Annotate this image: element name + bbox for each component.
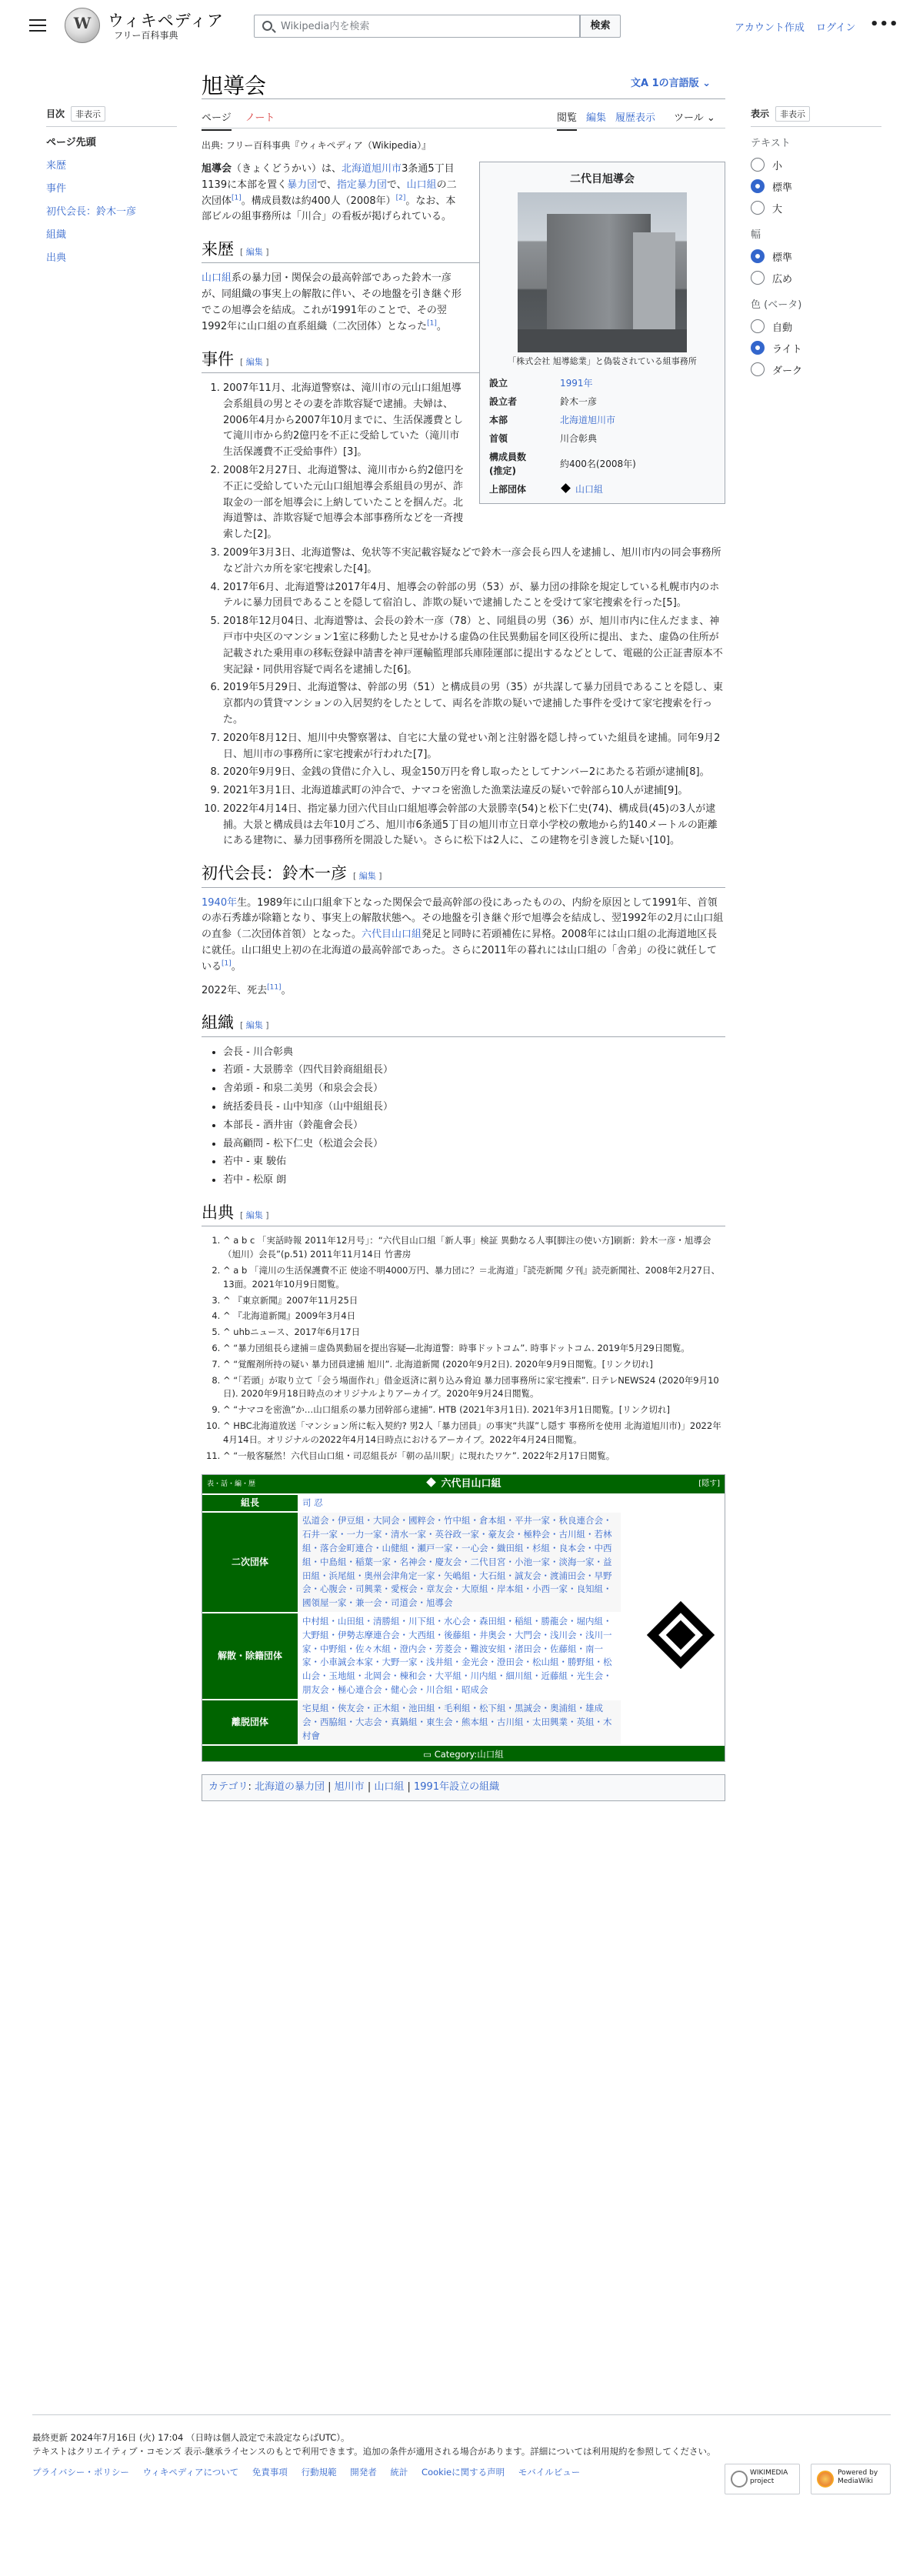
search-input[interactable] <box>281 18 573 34</box>
category-link[interactable]: 1991年設立の組織 <box>414 1781 500 1794</box>
infobox-row <box>489 448 715 480</box>
search-icon <box>262 21 272 31</box>
footer-link-cookie[interactable]: Cookieに関する声明 <box>422 2466 505 2478</box>
radio-label: 標準 <box>772 252 793 264</box>
citation-link[interactable]: [1] <box>232 194 242 202</box>
list-item: • 会長 - 川合彰典 <box>223 1045 725 1061</box>
founder-text: 。 <box>231 960 242 973</box>
radio-label: ダーク <box>772 365 803 377</box>
list-item: • 若中 - 東 駿佑 <box>223 1154 725 1170</box>
view-tabs <box>548 109 715 135</box>
radio-label: 自動 <box>772 322 793 334</box>
category-link[interactable]: 北海道の暴力団 <box>255 1781 325 1794</box>
toc-item-history[interactable]: 来歴 <box>46 160 67 172</box>
radio-dot <box>751 179 765 193</box>
login-link[interactable]: ログイン <box>816 22 856 34</box>
mediawiki-badge[interactable] <box>811 2464 891 2494</box>
color-auto-radio[interactable] <box>751 315 881 337</box>
infobox-row <box>489 480 715 499</box>
radio-label: 大 <box>772 203 783 215</box>
founder-death <box>202 983 725 999</box>
navbox-group: 二次団体 <box>202 1513 298 1612</box>
list-item: 3. 2009年3月3日、北海道警は、免状等不実記載容疑などで鈴木一彦会長ら四人を逮捕し、旭川市内の同会事務所など計六カ所を家宅捜索した[4]。 <box>223 546 725 578</box>
width-wide-radio[interactable] <box>751 267 881 289</box>
tab-talk[interactable]: ノート <box>245 112 275 124</box>
navbox-list[interactable]: 司 忍 <box>298 1495 621 1512</box>
link-hokkaido[interactable]: 北海道 <box>342 163 372 175</box>
list-item: 5. 2018年12月04日、北海道警は、会長の鈴木一彦（78）と、同組員の男（36）が、旭川市内に住んだまま、神戸市中央区のマンション1室に移動したと見せかける虚偽の住民異動届を同区役所に提出、また、虚偽の住所が記載された乗用車の移転登録申請書を神戸運輸監理部兵庫陸運部に提出するなどとして、電磁的公正証書原本不実記録・同供用容疑で両名を逮捕した[6]。 <box>223 614 725 678</box>
mediawiki-icon <box>817 2471 834 2488</box>
list-item: 10. 2022年4月14日、指定暴力団六代目山口組旭導会幹部の大景勝幸(54)と松下仁史(74)、構成員(45)の3人が逮捕。大景と構成員は去年10月ごろ、旭川市6条通5丁目の旭川市立日章小学校の敷地から約140メートルの距離にある建物に、暴力団事務所を開設した疑い。さらに松下は2人に、この建物を引き渡した疑い[10]。 <box>223 802 725 849</box>
text-size-standard-radio[interactable] <box>751 175 881 197</box>
language-button[interactable] <box>631 75 711 89</box>
toc-item-organization[interactable]: 組織 <box>46 229 67 241</box>
reference-item: 9. ^ “ナマコを密漁”か…山口組系の暴力団幹部ら逮捕”. HTB (2021年3月1日). 2021年3月1日閲覧。[リンク切れ] <box>223 1403 725 1417</box>
building-photo[interactable] <box>518 192 687 352</box>
list-item: 4. 2017年6月、北海道警は2017年4月、旭導会の幹部の男（53）が、暴力団の排除を規定している札幌市内のホテルに暴力団員であることを隠して宿泊し、詐欺の疑いで逮捕したことを受けて家宅捜索を行った[5]。 <box>223 580 725 612</box>
intro-text: 。構成員数は約400人（2008年） <box>241 195 396 207</box>
toc-title: 目次 <box>46 108 65 119</box>
appearance-hide-button[interactable]: 非表示 <box>775 106 810 122</box>
infobox-label: 設立 <box>489 377 508 389</box>
appearance-divider <box>751 126 881 127</box>
search-button[interactable]: 検索 <box>580 15 621 38</box>
section-title: 組織 <box>202 1013 234 1033</box>
navbox-vte-links[interactable]: 表・話・編・歴 <box>207 1480 256 1488</box>
section-title: 初代会長：鈴木一彦 <box>202 864 347 883</box>
reference-item: 4. ^ 『北海道新聞』2009年3月4日 <box>223 1310 725 1323</box>
chevron-down-icon: ⌄ <box>698 78 711 89</box>
article-content <box>202 162 725 1801</box>
radio-label: 広め <box>772 273 793 285</box>
list-item: 9. 2021年3月1日、北海道雄武町の沖合で、ナマコを密漁した漁業法違反の疑いで幹部ら10人が逮捕[9]。 <box>223 783 725 799</box>
wikimedia-badge[interactable] <box>725 2464 800 2494</box>
founder-paragraph <box>202 896 725 976</box>
category-links: カテゴリ: 北海道の暴力団 | 旭川市 | 山口組 | 1991年設立の組織 <box>202 1774 725 1801</box>
list-item: • 最高顧問 - 松下仁史（松道会会長） <box>223 1136 725 1153</box>
reference-item: 3. ^ 『東京新聞』2007年11月25日 <box>223 1294 725 1308</box>
yamaguchi-emblem-icon <box>560 486 572 493</box>
founder-text: 発足と同時に若頭補佐に昇格。2008年には山口組の北海道地区長に就任。山口組史上初の在北海道の最高幹部であった。さらに2011年の暮れには山口組の「舎弟」の役に就任している <box>202 929 718 973</box>
list-item: 7. 2020年8月12日、旭川中央警察署は、自宅に大量の覚せい剤と注射器を隠し持っていた組員を逮捕。同年9月2日、旭川市の事務所に家宅捜索が行われた[7]。 <box>223 731 725 763</box>
infobox <box>479 162 725 504</box>
infobox-row <box>489 392 715 411</box>
footer-divider <box>32 2414 891 2415</box>
radio-label: ライト <box>772 343 802 355</box>
navbox-group: 離脱団体 <box>202 1700 298 1744</box>
toc-item-founder[interactable]: 初代会長：鈴木一彦 <box>46 206 137 218</box>
last-edited: 最終更新 2024年7月16日 (火) 17:04 （日時は個人設定で未設定ならばUTC）。 <box>32 2432 350 2443</box>
section-heading-organization <box>202 1013 725 1036</box>
navbox-title[interactable]: 六代目山口組 <box>441 1477 501 1490</box>
section-title: 事件 <box>202 349 234 369</box>
infobox-caption: 「株式会社 旭導総業」と偽装されている組事務所 <box>508 356 697 366</box>
navbox-row <box>202 1699 725 1744</box>
list-item: 6. 2019年5月29日、北海道警は、幹部の男（51）と構成員の男（35）が共謀して暴力団員であることを隠し、東京都内の賃貸マンションの入居契約をしたとして、両名を詐欺の疑いで逮捕した事件を受けて家宅捜索を行った。 <box>223 680 725 728</box>
radio-dot <box>751 362 765 376</box>
reference-item: 10. ^ HBC北海道放送「マンション所に転入契約? 男2人「暴力団員」の事実“共謀”し隠す 事務所を使用 北海道旭川市)」2022年4月14日。オリジナルの2022年4月14日時点におけるアーカイブ。2022年4月24日閲覧。 <box>223 1420 725 1447</box>
link-rokudaime[interactable]: 六代目山口組 <box>362 929 422 941</box>
toc-item-top[interactable]: ページ先頭 <box>46 137 96 148</box>
citation-link[interactable]: [1] <box>427 319 437 328</box>
intro-term: 旭導会 <box>202 163 232 175</box>
citation-link[interactable]: [2] <box>395 194 406 202</box>
wikipedia-logo[interactable]: W <box>65 8 100 43</box>
badge-text: Powered by MediaWiki <box>838 2469 878 2485</box>
navbox-group: 組長 <box>202 1495 298 1512</box>
section-heading-founder <box>202 863 725 887</box>
infobox-label: 上部団体 <box>489 483 527 495</box>
reference-item: 5. ^ uhbニュース、2017年6月17日 <box>223 1326 725 1340</box>
appearance-header <box>751 106 881 122</box>
toc-item-incidents[interactable]: 事件 <box>46 183 67 195</box>
section-edit: [ 編集 ] <box>353 871 382 882</box>
radio-dot <box>751 249 765 263</box>
radio-dot <box>751 201 765 215</box>
text-size-label: テキスト <box>751 138 791 149</box>
radio-dot <box>751 341 765 355</box>
navbox-row <box>202 1493 725 1512</box>
list-item: • 舎弟頭 - 和泉二美男（和泉会会長） <box>223 1081 725 1097</box>
footer-link-disclaimer[interactable]: 免責事項 <box>252 2466 288 2478</box>
wikimedia-icon <box>731 2471 748 2488</box>
site-header <box>0 0 923 52</box>
table-of-contents <box>46 106 177 273</box>
appearance-panel <box>751 106 881 380</box>
page-title: 旭導会 <box>202 73 267 98</box>
section-edit: [ 編集 ] <box>240 1210 269 1221</box>
navbox-footer <box>202 1744 725 1761</box>
organization-list <box>223 1045 725 1189</box>
infobox-value: 鈴木一彦 <box>560 395 598 407</box>
navbox-list[interactable]: 宅見組・俠友会・正木組・池田組・毛利組・松下組・黒誠会・奥浦組・雄成会・西脇組・大志会・真鍋組・東生会・熊本組・古川組・太田興業・英組・木村會 <box>298 1700 621 1744</box>
site-tagline: フリー百科事典 <box>114 30 178 41</box>
infobox-value-link[interactable]: 山口組 <box>575 483 604 495</box>
infobox-title: 二代目旭導会 <box>570 173 635 185</box>
more-menu-icon[interactable]: ••• <box>870 16 899 32</box>
reference-item: 7. ^ “覚醒剤所持の疑い 暴力団員逮捕 旭川”. 北海道新聞 (2020年9月2日). 2020年9月9日閲覧。[リンク切れ] <box>223 1358 725 1372</box>
radio-dot <box>751 158 765 172</box>
death-text-end: 。 <box>281 984 292 996</box>
radio-label: 小 <box>772 160 783 172</box>
list-item: 8. 2020年9月9日、金銭の貸借に介入し、現金150万円を脅し取ったとしてナンバー2にあたる若頭が逮捕[8]。 <box>223 765 725 781</box>
link-yamaguchi-gumi[interactable]: 山口組 <box>406 179 437 191</box>
badge-text: WIKIMEDIA project <box>750 2469 788 2485</box>
infobox-value: 約400名(2008年) <box>560 458 636 469</box>
infobox-label: 構成員数 (推定) <box>489 451 527 476</box>
infobox-label: 設立者 <box>489 395 518 407</box>
width-standard-radio[interactable] <box>751 245 881 267</box>
intro-text: 。なお、本部ビルの組事務所は「川合」の看板が掲げられている。 <box>202 195 456 223</box>
tab-page[interactable]: ページ <box>202 109 232 131</box>
intro-text: の二次団体 <box>202 179 457 207</box>
category-label[interactable]: カテゴリ <box>208 1781 248 1794</box>
history-text: 系の暴力団・関保会の最高幹部であった鈴木一彦が、同組織の事実上の解散に伴い、その地盤を引き継ぐ形でこの旭導会を結成。これが1991年のことで、その翌1992年に山口組の直系組織（二次団体）となった <box>202 272 462 332</box>
link-yamaguchi-gumi[interactable]: 山口組 <box>202 272 232 285</box>
reference-item: 8. ^ “「若頭」が取り立て「会う場面作れ」借金返済に割り込み脅迫 暴力団事務所に家宅捜索”. 日テレNEWS24 (2020年9月10日). 2020年9月18日時点のオリジナルよりアーカイブ。2020年9月24日閲覧。 <box>223 1374 725 1402</box>
section-edit-link[interactable]: 編集 <box>245 1210 263 1221</box>
link-1940[interactable]: 1940年 <box>202 896 238 909</box>
section-heading-sources <box>202 1203 725 1226</box>
section-edit-link[interactable]: 編集 <box>245 247 263 258</box>
width-label: 幅 <box>751 229 761 241</box>
navbox-row <box>202 1511 725 1612</box>
tab-edit[interactable]: 編集 <box>586 112 607 124</box>
navbox-hide-label: 隠す <box>701 1479 718 1488</box>
license-text: テキストはクリエイティブ・コモンズ 表示-継承ライセンスのもとで利用できます。追加の条件が適用される場合があります。詳細については利用規約を参照してください。 <box>32 2446 716 2458</box>
color-dark-radio[interactable] <box>751 359 881 380</box>
references-list <box>223 1234 725 1463</box>
search-box <box>254 15 580 38</box>
history-text: 。 <box>436 320 447 332</box>
reference-item: 2. ^ a b 「滝川の生活保護費不正 使途不明4000万円、暴力団に？＝北海道」『読売新聞 夕刊』読売新聞社、2008年2月27日、13面。2021年10月9日閲覧。 <box>223 1264 725 1292</box>
infobox-table <box>489 374 715 499</box>
create-account-link[interactable]: アカウント作成 <box>735 22 805 34</box>
footer-link-mobile[interactable]: モバイルビュー <box>518 2466 581 2478</box>
list-item: • 本部長 - 酒井宙（鈴龍會会長） <box>223 1118 725 1134</box>
text-size-large-radio[interactable] <box>751 197 881 219</box>
section-title: 出典 <box>202 1203 234 1223</box>
folder-icon: ▭ <box>423 1749 435 1760</box>
list-item: • 若中 - 松原 朗 <box>223 1173 725 1189</box>
link-boryokudan[interactable]: 暴力団 <box>287 179 318 191</box>
navbox-group: 解散・除籍団体 <box>202 1613 298 1699</box>
citation-link[interactable]: [11] <box>267 983 282 992</box>
category-link[interactable]: 旭川市 <box>334 1781 365 1794</box>
tab-history[interactable]: 履歴表示 <box>615 112 656 124</box>
radio-dot <box>751 271 765 285</box>
site-sub: 出典: フリー百科事典『ウィキペディア（Wikipedia）』 <box>202 140 432 151</box>
appearance-title: 表示 <box>751 108 770 119</box>
list-item: 2. 2008年2月27日、北海道警は、滝川市から約2億円を不正に受給していた元山口組旭導会系組員の男が、詐取金の一部を旭導会に上納していたことを掴んだ。北海道警は、詐欺容疑で旭導会本部事務所などを一斉捜索した[2]。 <box>223 463 725 543</box>
tab-read[interactable]: 閲覧 <box>557 109 577 131</box>
yamaguchi-large-emblem <box>644 1598 718 1672</box>
intro-text: 3条通5丁目1139に本部を置く <box>202 163 455 191</box>
intro-text: で、 <box>386 179 407 191</box>
navbox <box>202 1474 725 1763</box>
radio-label: 標準 <box>772 182 793 194</box>
radio-dot <box>751 319 765 333</box>
text-size-small-radio[interactable] <box>751 154 881 175</box>
translate-icon: 文A <box>631 78 652 89</box>
footer-link-privacy[interactable]: プライバシー・ポリシー <box>32 2466 129 2478</box>
reference-item: 6. ^ “暴力団組長ら逮捕＝虚偽異動届を提出容疑―北海道警：時事ドットコム”. 時事ドットコム. 2019年5月29日閲覧。 <box>223 1342 725 1356</box>
section-edit-link[interactable]: 編集 <box>245 356 263 367</box>
footer-link-about[interactable]: ウィキペディアについて <box>142 2466 239 2478</box>
yamaguchi-emblem-icon <box>425 1480 438 1487</box>
tab-tools[interactable]: ツール ⌄ <box>665 109 715 135</box>
footer-link-conduct[interactable]: 行動規範 <box>301 2466 337 2478</box>
category-link[interactable]: 山口組 <box>374 1781 405 1794</box>
page-footer <box>32 2414 891 2485</box>
reference-item: 11. ^ “一般客騒然！六代目山口組・司忍組長が「朝の品川駅」に現れたワケ”. 2022年2月17日閲覧。 <box>223 1450 725 1463</box>
reference-item: 1. ^ a b c 「実話時報 2011年12月号」：“六代目山口組「新人事」検証 異動なる人事[脚注の使い方]刷新：鈴木一彦・旭導会（旭川）会長”(p.51) 2011年11月14日 竹書房 <box>223 1234 725 1262</box>
color-light-radio[interactable] <box>751 337 881 359</box>
toc-hide-button[interactable]: 非表示 <box>71 106 105 122</box>
section-edit: [ 編集 ] <box>240 356 269 367</box>
infobox-row <box>489 411 715 429</box>
footer-link-stats[interactable]: 統計 <box>390 2466 408 2478</box>
death-text: 2022年、死去 <box>202 984 268 996</box>
section-edit-link[interactable]: 編集 <box>245 1020 263 1031</box>
main-menu-button[interactable] <box>29 17 46 31</box>
color-label: 色 (ベータ) <box>751 299 802 311</box>
navbox-header <box>202 1475 725 1493</box>
toc-header <box>46 106 177 122</box>
citation-link[interactable]: [1] <box>222 959 232 968</box>
list-item: • 統括委員長 - 山中知彦（山中組組長） <box>223 1099 725 1116</box>
infobox-value: 川合彰典 <box>560 432 598 444</box>
link-shitei-boryokudan[interactable]: 指定暴力団 <box>336 179 387 191</box>
infobox-row <box>489 374 715 392</box>
infobox-label: 首領 <box>489 432 508 444</box>
intro-text: （きょくどうかい）は、 <box>232 163 342 175</box>
toc-item-sources[interactable]: 出典 <box>46 252 67 264</box>
tab-tools-label: ツール <box>674 112 704 124</box>
section-edit: [ 編集 ] <box>240 1020 269 1031</box>
navbox-list[interactable]: 中村組・山田組・清勝組・川下組・水心会・森田組・稲組・勝龍会・堀内組・大野組・伊勢志摩連合会・大西組・後藤組・井奥会・大門会・浅川会・浅川一家・中野組・佐々木組・澄内会・芳菱会・難波安組・渚田会・佐藤組・南一家・小車誠会本家・大野一家・浅井組・金光会・澄田会・松山組・勝野組・松山会・玉地組・北岡会・棟和会・大平組・川内組・細川組・近藤組・光生会・朋友会・極心連合会・健心会・川合組・昭成会 <box>298 1613 621 1699</box>
toc-divider <box>46 126 177 127</box>
section-title: 来歴 <box>202 240 234 259</box>
infobox-label: 本部 <box>489 414 508 425</box>
link-asahikawa[interactable]: 旭川市 <box>372 163 402 175</box>
navbox-category-link[interactable]: Category:山口組 <box>434 1749 504 1760</box>
section-edit: [ 編集 ] <box>240 247 269 258</box>
navbox-hide-button[interactable]: [隠す] <box>698 1479 720 1488</box>
founder-text: 生。1989年に山口組傘下となった関保会で最高幹部の役にあったものの、内紛を原因として1991年、首領の赤石秀雄が除籍となり、事実上の解散状態へ。その地盤を引き継ぐ形で旭導会を結成し、翌1992年の2月に山口組の直参（二次団体首領）となった。 <box>202 896 724 941</box>
language-count: 1の言語版 <box>651 78 699 89</box>
list-item: • 若頭 - 大景勝幸（四代目鈴商組組長） <box>223 1063 725 1079</box>
infobox-value-link[interactable]: 北海道旭川市 <box>560 414 616 425</box>
navbox-list[interactable]: 弘道会・伊豆組・大同会・國粹会・竹中組・倉本組・平井一家・秋良連合会・石井一家・一力一家・清水一家・英谷政一家・豪友会・極粋会・古川組・若林組・落合金町連合・山健組・瀬戸一家・一心会・織田組・杉組・良本会・中西組・中島組・稲葉一家・名神会・慶友会・二代目宮・小池一家・淡海一家・益田組・浜尾組・奥州会津角定一家・矢嶋組・大石組・誠友会・渡浦田会・早野会・心腹会・司興業・愛桜会・章友会・大原組・岸本組・小西一家・良知組・國領屋一家・兼一会・司道会・旭導会 <box>298 1513 621 1612</box>
infobox-value-link[interactable]: 1991年 <box>560 377 593 389</box>
site-wordmark[interactable]: ウィキペディア <box>108 12 225 30</box>
infobox-row <box>489 429 715 448</box>
section-edit-link[interactable]: 編集 <box>358 871 376 882</box>
footer-link-developers[interactable]: 開発者 <box>350 2466 377 2478</box>
intro-text: で、 <box>317 179 337 191</box>
title-divider <box>202 98 725 99</box>
list-item: 1. 2007年11月、北海道警察は、滝川市の元山口組旭導会系組員の男とその妻を詐欺容疑で逮捕。夫婦は、2006年4月から2007年10月までに、生活保護費として滝川市から約2億円を不正に受給していた（滝川市生活保護費不正受給事件）[3]。 <box>223 381 725 461</box>
